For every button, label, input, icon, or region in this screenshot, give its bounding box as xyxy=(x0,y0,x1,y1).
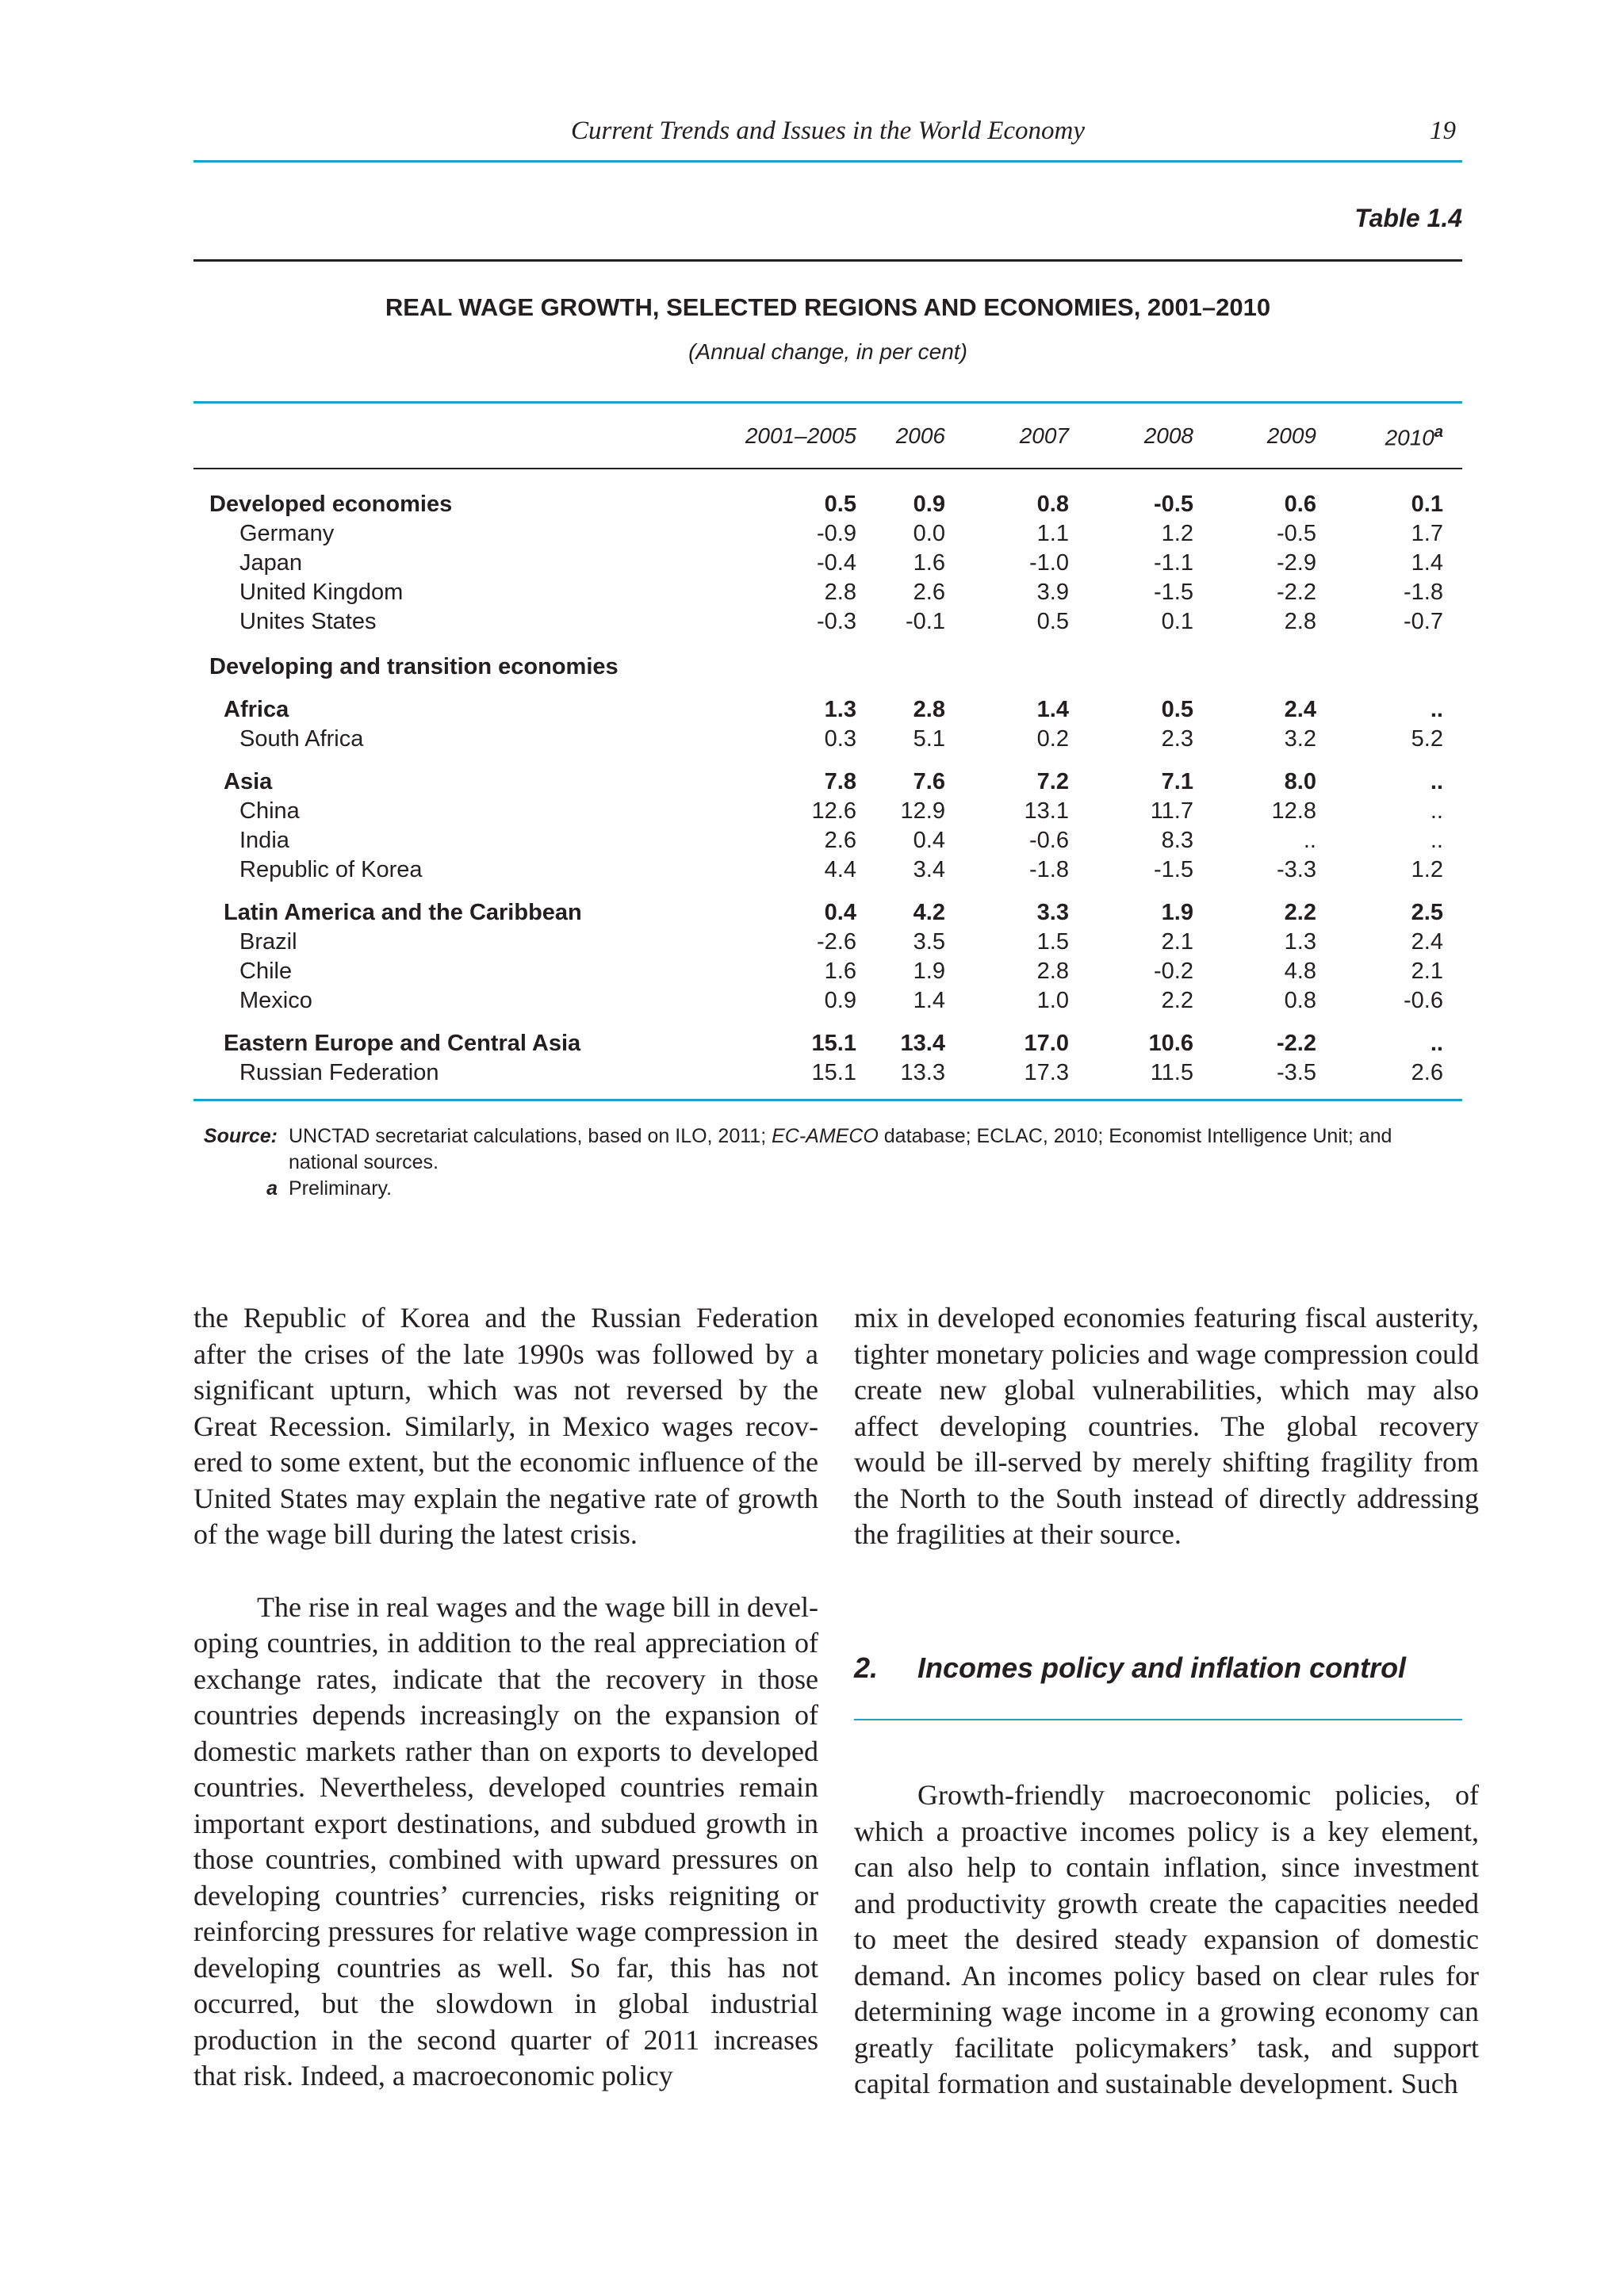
source-text-part: UNCTAD secretariat calculations, based on ILO, 2011; xyxy=(289,1125,767,1147)
source-text-italic: EC-AMECO xyxy=(772,1125,879,1147)
column-header-2007 xyxy=(942,423,1069,449)
table-cell: 2.1 xyxy=(1411,959,1443,984)
table-cell: 1.4 xyxy=(1036,697,1069,722)
source-line xyxy=(193,1123,1462,1176)
table-cell: 2.6 xyxy=(824,828,856,853)
table-cell: .. xyxy=(1430,828,1443,853)
running-title: Current Trends and Issues in the World Economy xyxy=(570,117,1086,145)
column-header-text: 2009 xyxy=(1266,423,1316,448)
table-cell: 0.8 xyxy=(1036,492,1069,517)
table-cell: 7.1 xyxy=(1161,769,1193,794)
table-cell: 4.2 xyxy=(913,900,945,925)
table-cell: -1.8 xyxy=(1404,580,1443,605)
table-cell: 1.7 xyxy=(1411,521,1443,546)
table-cell: 13.4 xyxy=(900,1031,945,1056)
table-cell: 12.6 xyxy=(811,798,856,824)
section-title: Incomes policy and inflation control xyxy=(917,1651,1407,1684)
table-cell: -0.2 xyxy=(1154,959,1193,984)
row-label: Unites States xyxy=(239,609,377,634)
table-row xyxy=(193,609,1462,638)
row-label: Latin America and the Caribbean xyxy=(224,900,582,925)
table-cell: .. xyxy=(1430,798,1443,824)
row-label: Mexico xyxy=(239,988,312,1013)
body-paragraph: mix in developed economies featuring fiscal austerity, tighter monetary policies and wage compression could create new global vulnerabilities, which may also affect developing countries. The global recovery would be ill-served by merely shifting fragility from the North to the South instead of directly addressing the fragilities at their source. xyxy=(854,1302,1479,1550)
table-cell: 11.5 xyxy=(1150,1060,1193,1085)
column-header-text: 2008 xyxy=(1143,423,1193,448)
table-row xyxy=(193,900,1462,929)
table-cell: 10.6 xyxy=(1148,1031,1193,1056)
table-row xyxy=(193,769,1462,798)
table-cell: 0.0 xyxy=(913,521,945,546)
table-cell: 2.8 xyxy=(913,697,945,722)
body-paragraph: Growth-friendly macroeconomic policies, of which a proactive incomes policy is a key element, can also help to contain inflation, since investment and productivity growth create the capacities needed to meet the desired steady expansion of domestic demand. An incomes policy based on clear rules for determining wage income in a growing economy can greatly facilitate policymakers’ task, and support capital formation and sustainable development. Such xyxy=(854,1779,1479,2099)
running-head xyxy=(193,113,1462,151)
table-row xyxy=(193,959,1462,988)
table-top-rule xyxy=(193,259,1462,262)
row-label: Japan xyxy=(239,550,303,576)
row-label: United Kingdom xyxy=(239,580,404,605)
table-cell: 1.9 xyxy=(913,959,945,984)
table-row xyxy=(193,492,1462,521)
table-cell: 0.9 xyxy=(824,988,856,1013)
table-cell: 0.4 xyxy=(824,900,856,925)
table-row xyxy=(193,798,1462,828)
table-row xyxy=(193,654,1462,683)
table-source-note xyxy=(193,1123,1462,1202)
table-cell: 2.6 xyxy=(1411,1060,1443,1085)
table-row xyxy=(193,580,1462,609)
note-mark-a: a xyxy=(1434,423,1443,441)
table-cell: 2.4 xyxy=(1411,929,1443,955)
table-body xyxy=(193,492,1462,1089)
table-cell: 15.1 xyxy=(811,1060,856,1085)
column-header-2010 xyxy=(1316,423,1443,450)
column-header-2006 xyxy=(818,423,945,449)
table-cell: -1.0 xyxy=(1029,550,1069,576)
row-label: Germany xyxy=(239,521,335,546)
table-cell: 0.6 xyxy=(1284,492,1316,517)
table-cell: 1.6 xyxy=(913,550,945,576)
body-column-right-top xyxy=(854,1300,1479,1553)
table-cell: 12.9 xyxy=(900,798,945,824)
table-cell: 2.3 xyxy=(1161,726,1193,752)
table-cell: 12.8 xyxy=(1271,798,1316,824)
table-cell: .. xyxy=(1430,697,1443,722)
table-cell: .. xyxy=(1303,828,1316,853)
table-row xyxy=(193,1060,1462,1089)
table-cell: 0.5 xyxy=(1161,697,1193,722)
table-cell: 5.1 xyxy=(913,726,945,752)
table-cell: 3.4 xyxy=(913,857,945,882)
table-cell: 11.7 xyxy=(1150,798,1193,824)
table-cell: 7.2 xyxy=(1036,769,1069,794)
column-header-text: 2006 xyxy=(895,423,945,448)
table-cell: 1.2 xyxy=(1411,857,1443,882)
table-cell: 0.4 xyxy=(913,828,945,853)
table-cell: -0.9 xyxy=(817,521,856,546)
row-label: South Africa xyxy=(239,726,364,752)
table-cell: 13.3 xyxy=(900,1060,945,1085)
row-label: Russian Federation xyxy=(239,1060,439,1085)
table-cell: 2.6 xyxy=(913,580,945,605)
table-cell: 3.9 xyxy=(1036,580,1069,605)
table-row xyxy=(193,550,1462,580)
table-cell: 8.3 xyxy=(1161,828,1193,853)
table-cell: 2.8 xyxy=(824,580,856,605)
table-row xyxy=(193,929,1462,959)
table-row xyxy=(193,828,1462,857)
row-label: Chile xyxy=(239,959,293,984)
table-cell: 17.3 xyxy=(1024,1060,1069,1085)
table-cell: 0.9 xyxy=(913,492,945,517)
table-cell: 0.5 xyxy=(1036,609,1069,634)
table-cell: 1.1 xyxy=(1036,521,1069,546)
table-cell: 0.8 xyxy=(1284,988,1316,1013)
column-header-text: 2001–2005 xyxy=(745,423,856,448)
table-header-bottom-rule xyxy=(193,468,1462,469)
table-cell: .. xyxy=(1430,1031,1443,1056)
table-row xyxy=(193,1031,1462,1060)
row-label: Developed economies xyxy=(209,492,453,517)
page-number: 19 xyxy=(1430,117,1456,145)
table-cell: -1.8 xyxy=(1029,857,1069,882)
row-label: Eastern Europe and Central Asia xyxy=(224,1031,581,1056)
table-cell: 15.1 xyxy=(811,1031,856,1056)
table-cell: -2.9 xyxy=(1277,550,1316,576)
table-cell: 4.8 xyxy=(1284,959,1316,984)
table-cell: -0.3 xyxy=(817,609,856,634)
table-cell: -0.5 xyxy=(1154,492,1193,517)
footnote-text: Preliminary. xyxy=(289,1177,393,1200)
body-paragraph: The rise in real wages and the wage bill in developing countries, in addition to the real appreciation of exchange rates, indicate that the recovery in those countries depends increasingly on the expansion of domestic markets rather than on exports to developed countries. Nevertheless, developed countries remain important export destinations, and subdued growth in those countries, combined with upward pressures on developing countries’ currencies, risks reigniting or reinforcing pressures for relative wage compression in developing countries as well. So far, this has not occurred, but the slowdown in global industrial production in the second quarter of 2011 increases that risk. Indeed, a macroeconomic policy xyxy=(193,1590,818,2091)
header-rule xyxy=(193,160,1462,163)
source-label: Source: xyxy=(203,1125,278,1147)
table-row xyxy=(193,726,1462,756)
table-cell: 2.8 xyxy=(1284,609,1316,634)
table-cell: 1.0 xyxy=(1036,988,1069,1013)
table-cell: 1.9 xyxy=(1161,900,1193,925)
table-cell: -0.5 xyxy=(1277,521,1316,546)
source-text-part: database; ECLAC, 2010; Economist Intelligence Unit; and national sources. xyxy=(289,1125,1392,1173)
table-cell: -1.5 xyxy=(1154,580,1193,605)
table-cell: 2.2 xyxy=(1284,900,1316,925)
column-header-text: 2010 xyxy=(1385,425,1434,450)
table-cell: 3.3 xyxy=(1036,900,1069,925)
table-cell: -0.6 xyxy=(1404,988,1443,1013)
row-label: Republic of Korea xyxy=(239,857,423,882)
table-cell: 0.1 xyxy=(1161,609,1193,634)
table-cell: -0.1 xyxy=(906,609,945,634)
table-title: REAL WAGE GROWTH, SELECTED REGIONS AND ECONOMIES, 2001–2010 xyxy=(385,293,1271,321)
table-cell: 1.5 xyxy=(1036,929,1069,955)
table-header-top-rule xyxy=(193,401,1462,404)
column-header-text: 2007 xyxy=(1019,423,1069,448)
table-cell: 4.4 xyxy=(824,857,856,882)
table-row xyxy=(193,988,1462,1017)
table-cell: 3.5 xyxy=(913,929,945,955)
table-cell: 1.4 xyxy=(1411,550,1443,576)
row-label: Africa xyxy=(224,697,289,722)
table-cell: 0.3 xyxy=(824,726,856,752)
table-cell: -2.2 xyxy=(1277,580,1316,605)
table-cell: 0.1 xyxy=(1411,492,1443,517)
table-cell: -0.6 xyxy=(1029,828,1069,853)
row-label: China xyxy=(239,798,300,824)
row-label: Developing and transition economies xyxy=(209,654,619,679)
table-cell: -0.4 xyxy=(817,550,856,576)
table-cell: 1.6 xyxy=(824,959,856,984)
table-cell: 1.3 xyxy=(824,697,856,722)
table-cell: 2.1 xyxy=(1161,929,1193,955)
column-header-2009 xyxy=(1189,423,1316,449)
table-cell: 13.1 xyxy=(1024,798,1069,824)
table-cell: 7.8 xyxy=(824,769,856,794)
table-cell: 3.2 xyxy=(1284,726,1316,752)
table-bottom-rule xyxy=(193,1099,1462,1101)
row-label: Asia xyxy=(224,769,273,794)
source-text xyxy=(289,1123,1462,1176)
table-cell: 2.2 xyxy=(1161,988,1193,1013)
table-cell: 0.5 xyxy=(824,492,856,517)
table-cell: 5.2 xyxy=(1411,726,1443,752)
table-cell: -3.3 xyxy=(1277,857,1316,882)
table-cell: 2.4 xyxy=(1284,697,1316,722)
table-row xyxy=(193,857,1462,886)
table-cell: 7.6 xyxy=(913,769,945,794)
section-number: 2. xyxy=(854,1651,879,1684)
table-cell: -2.2 xyxy=(1277,1031,1316,1056)
table-row xyxy=(193,521,1462,550)
footnote-key: a xyxy=(266,1177,278,1200)
table-cell: 1.2 xyxy=(1161,521,1193,546)
table-cell: -1.1 xyxy=(1154,550,1193,576)
table-cell: 1.3 xyxy=(1284,929,1316,955)
table-cell: .. xyxy=(1430,769,1443,794)
section-rule xyxy=(854,1719,1462,1720)
table-cell: 1.4 xyxy=(913,988,945,1013)
body-paragraph: the Republic of Korea and the Russian Federation after the crises of the late 1990s was followed by a significant upturn, which was not reversed by the Great Recession. Similarly, in Mexico wages recovered to some extent, but the economic influence of the United States may explain the negative rate of growth of the wage bill during the latest crisis. xyxy=(193,1302,818,1550)
table-cell: 0.2 xyxy=(1036,726,1069,752)
table-row xyxy=(193,697,1462,726)
table-subtitle: (Annual change, in per cent) xyxy=(688,339,967,364)
table-cell: -0.7 xyxy=(1404,609,1443,634)
table-cell: -2.6 xyxy=(817,929,856,955)
table-cell: 17.0 xyxy=(1024,1031,1069,1056)
table-label: Table 1.4 xyxy=(1354,204,1462,232)
table-cell: 8.0 xyxy=(1284,769,1316,794)
table-cell: 2.5 xyxy=(1411,900,1443,925)
body-column-left xyxy=(193,1300,818,2095)
row-label: India xyxy=(239,828,289,853)
table-cell: -1.5 xyxy=(1154,857,1193,882)
table-cell: -3.5 xyxy=(1277,1060,1316,1085)
body-column-right-bottom xyxy=(854,1777,1479,2103)
footnote-line xyxy=(193,1176,1462,1202)
column-header-2008 xyxy=(1067,423,1193,449)
table-cell: 2.8 xyxy=(1036,959,1069,984)
row-label: Brazil xyxy=(239,929,297,955)
